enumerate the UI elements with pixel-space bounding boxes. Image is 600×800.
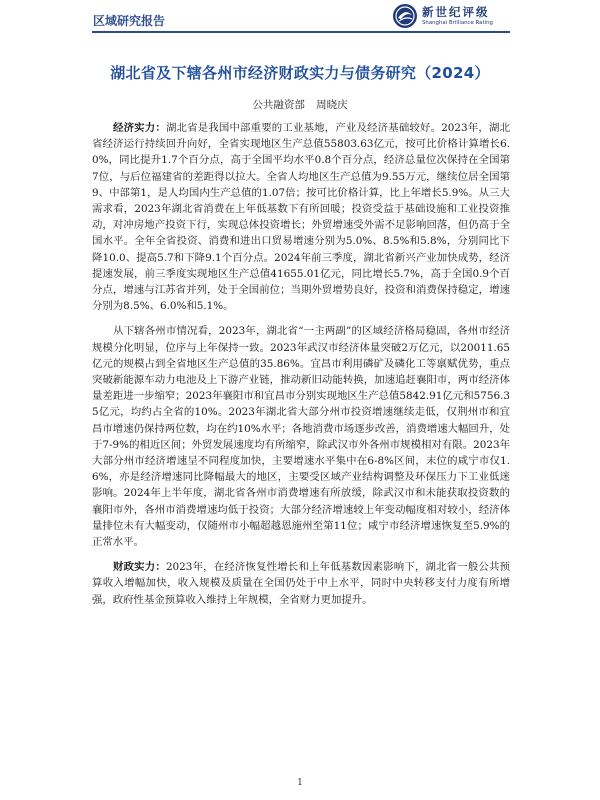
paragraph-prefecture-overview bbox=[92, 323, 510, 550]
body-content bbox=[92, 120, 510, 617]
logo-chinese-name: 新世纪评级 bbox=[422, 5, 490, 19]
paragraph-text: 湖北省是我国中部重要的工业基地，产业及经济基础较好。2023年，湖北省经济运行持续回升向好，全省实现地区生产总值55803.63亿元，按可比价格计算增长6.0%，同比提升1.7个百分点，高于全国平均水平0.8个百分点，经济总量位次保持在全国第7位，与后位福建省的差距得以拉大。全省人均地区生产总值为9.55万元，继续位居全国第9、中部第1，是人均国内生产总值的1.07倍；按可比价格计算，比上年增长5.9%。从三大需求看，2023年湖北省消费在上年低基数下有所回暖；投资受益于基础设施和工业投资推动，对冲房地产投资下行，实现总体投资增长；外贸增速受外需不足影响回落，但仍高于全国水平。全年全省投资、消费和进出口贸易增速分别为5.0%、8.5%和5.8%，分别同比下降10.0、提高5.7和下降9.1个百分点。2024年前三季度，湖北省新兴产业加快成势，经济提速发展，前三季度实现地区生产总值41655.01亿元，同比增长5.7%，高于全国0.9个百分点，增速与江苏省并列，处于全国前位；当期外贸增势良好，投资和消费保持稳定，增速分别为8.5%、6.0%和5.1%。 bbox=[92, 122, 510, 313]
author-line bbox=[0, 97, 600, 112]
paragraph-text: 从下辖各州市情况看，2023年，湖北省“一主两副”的区域经济格局稳固，各州市经济规模分化明显，位序与上年保持一致。2023年武汉市经济体量突破2万亿元，以20011.65亿元的规模占到全省地区生产总值的35.86%。宜昌市利用磷矿及磷化工等禀赋优势，重点突破新能源车动力电池及上下游产业链，推动新旧动能转换，加速追赶襄阳市，两市经济体量差距进一步缩窄；2023年襄阳市和宜昌市分别实现地区生产总值5842.91亿元和5756.35亿元，均约占全省的10%。2023年湖北省大部分州市投资增速继续走低，仅荆州市和宜昌市增速仍保持两位数，均在约10%水平；各地消费市场逐步改善，消费增速大幅回升，处于7-9%的相近区间；外贸发展速度均有所缩窄，除武汉市外各州市规模相对有限。2023年大部分州市经济增速呈不同程度加快，主要增速水平集中在6-8%区间，末位的咸宁市仅1.6%，亦是经济增速同比降幅最大的地区，主要受区域产业结构调整及环保压力下工业低迷影响。2024年上半年度，湖北省各州市消费增速有所放缓，除武汉市和未能获取投资数的襄阳市外，各州市消费增速均低于投资；大部分经济增速较上年变动幅度相对较小，经济体量排位未有大幅变动，仅随州市小幅超越恩施州至第11位；咸宁市经济增速恢复至5.9%的正常水平。 bbox=[92, 325, 510, 549]
author-department: 公共融资部 bbox=[252, 99, 305, 111]
paragraph-lead: 经济实力： bbox=[113, 122, 166, 134]
author-name: 周晓庆 bbox=[316, 99, 348, 111]
document-title: 湖北省及下辖各州市经济财政实力与债务研究（2024） bbox=[110, 64, 490, 82]
report-category: 区域研究报告 bbox=[93, 14, 166, 28]
brand-emblem-icon bbox=[392, 3, 418, 29]
company-logo bbox=[392, 3, 522, 33]
paragraph-text: 2023年，在经济恢复性增长和上年低基数因素影响下，湖北省一般公共预算收入增幅加快，收入规模及质量在全国仍处于中上水平，同时中央转移支付力度有所增强，政府性基金预算收入维持上年规模，全省财力更加提升。 bbox=[92, 561, 510, 606]
logo-english-name: Shanghai Brilliance Rating bbox=[422, 20, 493, 26]
paragraph-lead: 财政实力： bbox=[113, 561, 166, 574]
page-header bbox=[0, 0, 600, 38]
header-divider bbox=[92, 31, 510, 33]
paragraph-fiscal-strength bbox=[92, 559, 510, 608]
page-number: 1 bbox=[297, 778, 303, 788]
paragraph-economic-strength bbox=[92, 120, 510, 314]
